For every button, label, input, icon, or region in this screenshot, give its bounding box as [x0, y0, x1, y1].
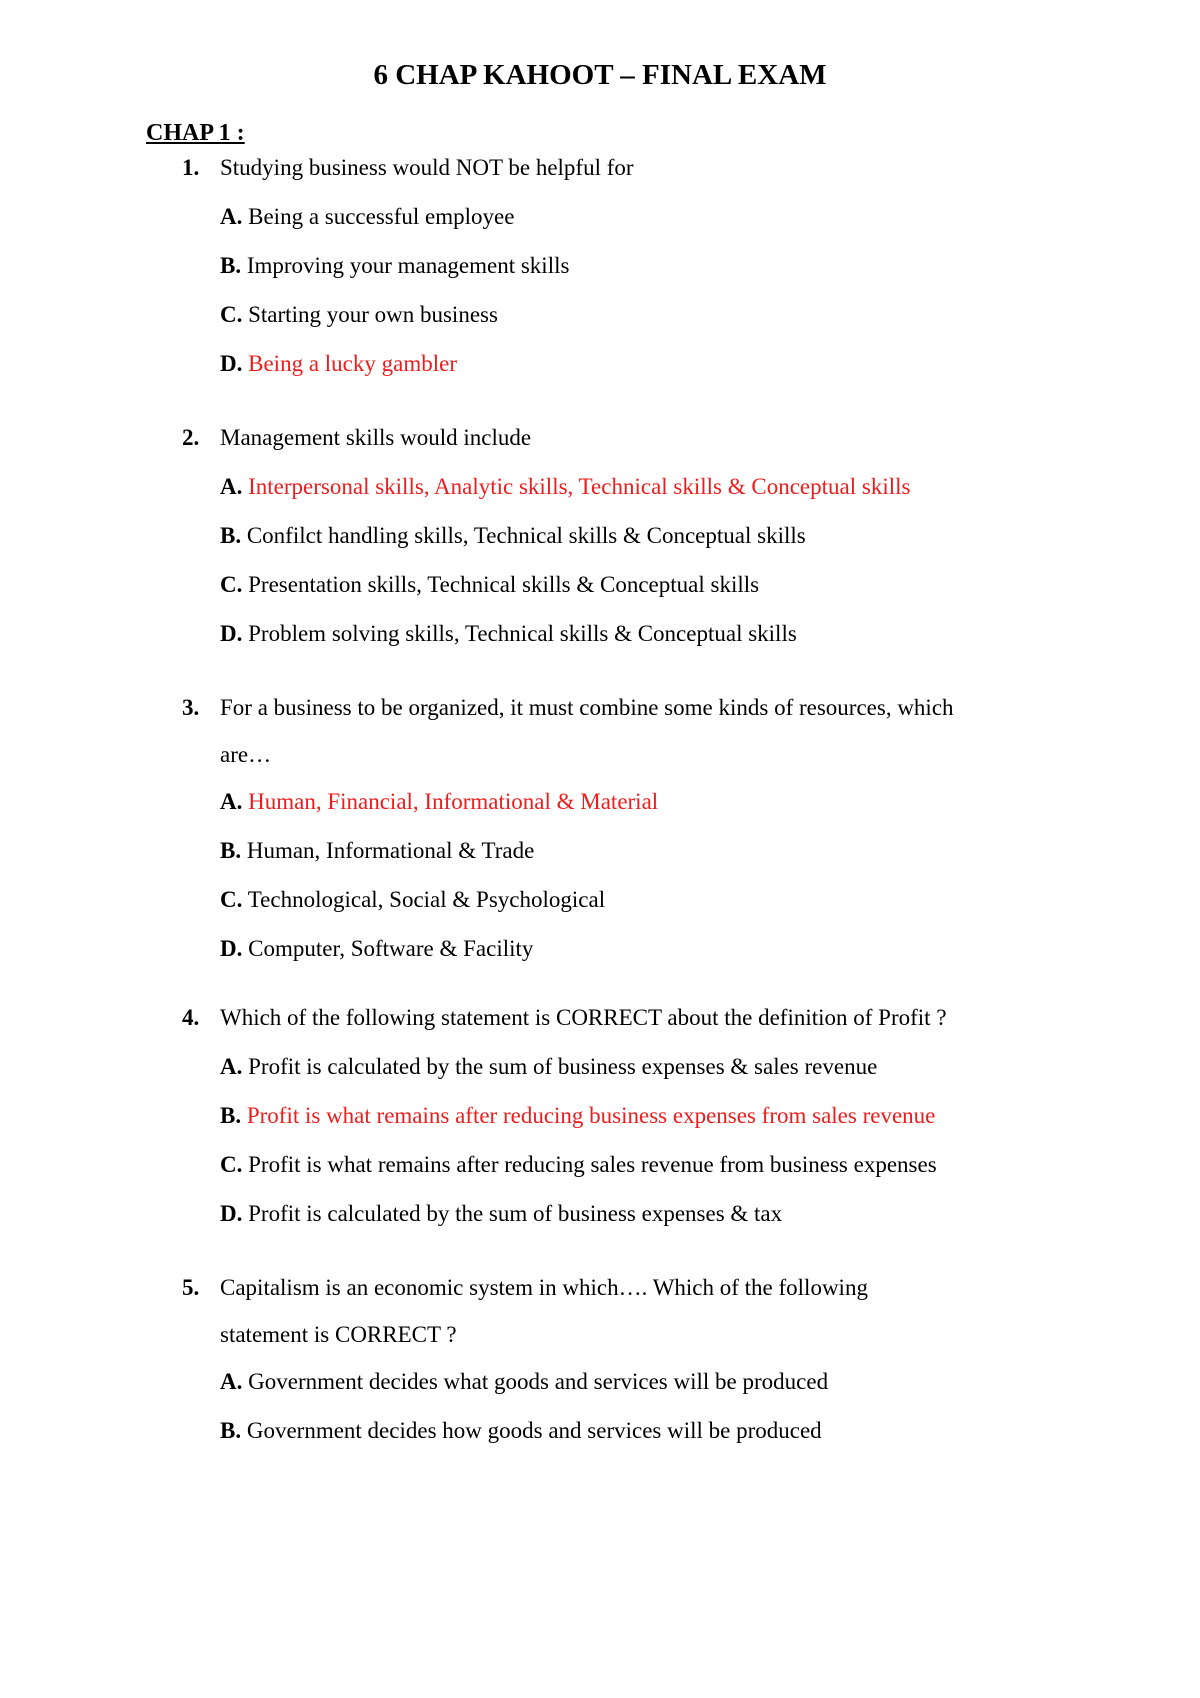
option-b — [182, 1406, 1082, 1455]
option-c — [182, 1140, 1082, 1189]
question-number: 1. — [182, 155, 200, 180]
option-letter: B. — [220, 1103, 242, 1128]
question-text: Capitalism is an economic system in which…. Which of the following — [220, 1275, 868, 1300]
option-a — [182, 192, 1082, 241]
option-b — [182, 241, 1082, 290]
question-4 — [182, 993, 1082, 1238]
option-text: Technological, Social & Psychological — [247, 887, 606, 912]
question-text-continued: statement is CORRECT ? — [220, 1322, 457, 1347]
question-number: 3. — [182, 695, 200, 720]
option-letter: B. — [220, 253, 242, 278]
question-1 — [182, 143, 1082, 388]
chapter-heading: CHAP 1 : — [146, 120, 245, 146]
question-number: 2. — [182, 425, 200, 450]
option-a-correct — [182, 462, 1082, 511]
option-text: Human, Informational & Trade — [246, 838, 535, 863]
option-b-correct — [182, 1091, 1082, 1140]
option-text: Confilct handling skills, Technical skills & Conceptual skills — [246, 523, 806, 548]
option-letter: C. — [220, 572, 243, 597]
document-title: 6 CHAP KAHOOT – FINAL EXAM — [373, 59, 827, 91]
option-letter: D. — [220, 936, 243, 961]
option-text: Computer, Software & Facility — [248, 936, 534, 961]
option-letter: A. — [220, 474, 243, 499]
option-text: Profit is calculated by the sum of business expenses & sales revenue — [248, 1054, 878, 1079]
option-text: Presentation skills, Technical skills & Conceptual skills — [248, 572, 760, 597]
option-text: Problem solving skills, Technical skills & Conceptual skills — [248, 621, 797, 646]
option-d — [182, 924, 1082, 973]
question-5 — [182, 1263, 1082, 1455]
option-letter: A. — [220, 204, 243, 229]
option-letter: B. — [220, 1418, 242, 1443]
option-text: Human, Financial, Informational & Material — [248, 789, 659, 814]
option-letter: D. — [220, 621, 243, 646]
question-3 — [182, 683, 1082, 973]
option-letter: B. — [220, 523, 242, 548]
option-c — [182, 290, 1082, 339]
option-d — [182, 609, 1082, 658]
option-letter: D. — [220, 351, 243, 376]
question-number: 5. — [182, 1275, 200, 1300]
option-a — [182, 1357, 1082, 1406]
option-letter: A. — [220, 789, 243, 814]
question-text: Management skills would include — [220, 425, 532, 450]
option-letter: B. — [220, 838, 242, 863]
option-d — [182, 1189, 1082, 1238]
option-letter: A. — [220, 1369, 243, 1394]
option-b — [182, 511, 1082, 560]
option-letter: C. — [220, 302, 243, 327]
question-text: Which of the following statement is CORRECT about the definition of Profit ? — [220, 1005, 947, 1030]
option-a-correct — [182, 777, 1082, 826]
option-text: Profit is calculated by the sum of business expenses & tax — [248, 1201, 783, 1226]
option-text: Starting your own business — [248, 302, 498, 327]
option-letter: C. — [220, 1152, 243, 1177]
question-number: 4. — [182, 1005, 200, 1030]
question-text: Studying business would NOT be helpful for — [220, 155, 634, 180]
option-d-correct — [182, 339, 1082, 388]
option-text: Being a lucky gambler — [248, 351, 457, 376]
option-c — [182, 560, 1082, 609]
question-2 — [182, 413, 1082, 658]
option-letter: A. — [220, 1054, 243, 1079]
option-c — [182, 875, 1082, 924]
option-text: Profit is what remains after reducing sales revenue from business expenses — [248, 1152, 937, 1177]
question-text: For a business to be organized, it must combine some kinds of resources, which — [220, 695, 954, 720]
option-b — [182, 826, 1082, 875]
question-text-continued: are… — [220, 742, 272, 767]
option-letter: D. — [220, 1201, 243, 1226]
option-text: Government decides how goods and services will be produced — [246, 1418, 822, 1443]
option-letter: C. — [220, 887, 243, 912]
option-text: Government decides what goods and services will be produced — [248, 1369, 829, 1394]
option-a — [182, 1042, 1082, 1091]
option-text: Interpersonal skills, Analytic skills, Technical skills & Conceptual skills — [248, 474, 911, 499]
option-text: Improving your management skills — [246, 253, 570, 278]
option-text: Profit is what remains after reducing business expenses from sales revenue — [246, 1103, 936, 1128]
option-text: Being a successful employee — [248, 204, 515, 229]
